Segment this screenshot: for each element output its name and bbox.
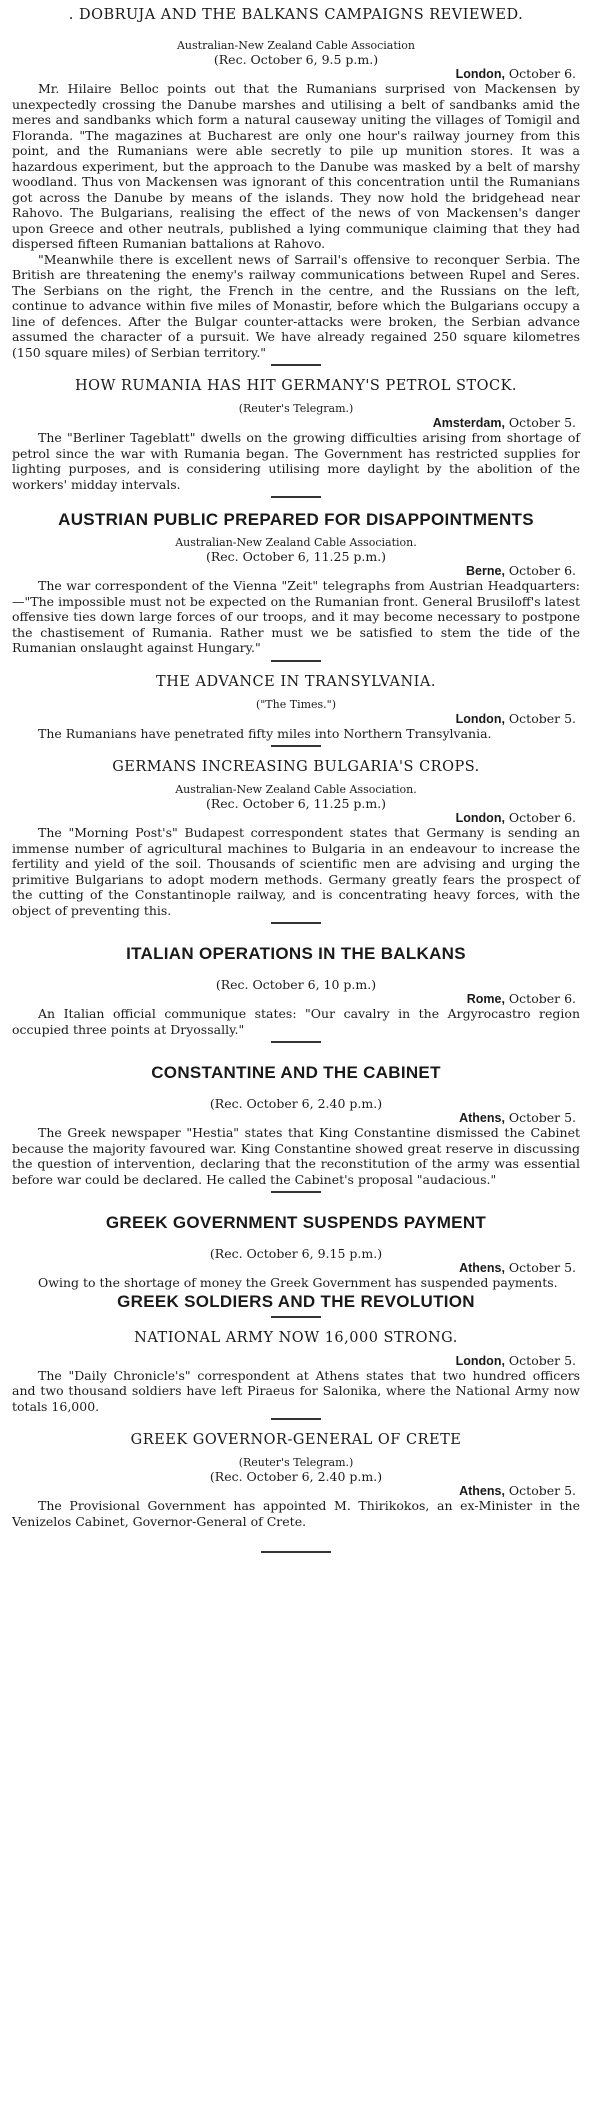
article-greek-soldiers — [12, 1291, 580, 1318]
article-constantine — [12, 1062, 580, 1193]
source-line: ("The Times.") — [255, 697, 337, 711]
dateline — [12, 67, 576, 81]
article-body — [12, 1498, 580, 1529]
received-line: (Rec. October 6, 10 p.m.) — [215, 977, 377, 992]
paragraph: The Rumanians have penetrated fifty miles into Northern Transylvania. — [38, 725, 492, 741]
dateline-date: October 6. — [508, 66, 576, 81]
article-national-army — [12, 1329, 580, 1421]
paragraph: The "Daily Chronicle's" correspondent at Athens states that two hundred officers and two thousand soldiers have left Piraeus for Salonika, where the National Army now totals 16,000. — [12, 1367, 580, 1414]
paragraph: The Greek newspaper "Hestia" states that King Constantine dismissed the Cabinet because the majority favoured war. King Constantine showed great reserve in discussing the question of intervention, declaring that the reconstitution of the army was essential before war could be declared. He called the Cabinet's proposal "audacious." — [12, 1125, 580, 1187]
paragraph: An Italian official communique states: "Our cavalry in the Argyrocastro region occupied three points at Dryossally." — [12, 1006, 580, 1037]
headline: GREEK GOVERNMENT SUSPENDS PAYMENT — [105, 1213, 487, 1232]
headline: THE ADVANCE IN TRANSYLVANIA. — [156, 673, 436, 690]
article-body — [12, 825, 580, 918]
dateline — [12, 992, 576, 1006]
article-greek-payment — [12, 1212, 580, 1291]
dateline — [12, 1111, 576, 1125]
dateline — [12, 1484, 576, 1498]
divider — [271, 496, 321, 498]
source-line: Australian-New Zealand Cable Association — [176, 39, 416, 52]
divider — [271, 1418, 321, 1420]
received-line: (Rec. October 6, 9.15 p.m.) — [209, 1246, 383, 1261]
article-crete — [12, 1431, 580, 1553]
paragraph: The war correspondent of the Vienna "Zeit" telegraphs from Austrian Headquarters:—"The impossible must not be expected on the Rumanian front. General Brusiloff's latest offensive ties down large forces of our troops, and it may become necessary to postpone the chastisement of Rumania. Rather must we be satisfied to stem the tide of the Rumanian onslaught against Hungary." — [12, 578, 580, 655]
headline: NATIONAL ARMY NOW 16,000 STRONG. — [134, 1329, 458, 1346]
divider — [271, 745, 321, 747]
dateline-place: Amsterdam, — [432, 416, 505, 430]
dateline — [12, 712, 576, 726]
received-line: (Rec. October 6, 11.25 p.m.) — [205, 549, 387, 564]
dateline-place: Athens, — [459, 1261, 505, 1275]
article-body — [12, 81, 580, 360]
dateline-date: October 5. — [508, 1352, 576, 1368]
headline: CONSTANTINE AND THE CABINET — [151, 1063, 441, 1082]
dateline-date: October 5. — [508, 415, 576, 430]
headline: . DOBRUJA AND THE BALKANS CAMPAIGNS REVIEWED. — [68, 7, 524, 23]
article-body — [12, 578, 580, 656]
dateline-place: London, — [455, 811, 505, 825]
dateline-place: Rome, — [466, 992, 505, 1006]
article-body — [12, 1275, 580, 1291]
received-line: (Rec. October 6, 11.25 p.m.) — [205, 796, 387, 811]
dateline-place: London, — [455, 1353, 505, 1368]
dateline — [12, 416, 576, 430]
dateline-date: October 5. — [508, 1260, 576, 1275]
article-body — [12, 726, 580, 742]
divider — [271, 1041, 321, 1043]
end-divider — [261, 1551, 331, 1553]
headline: HOW RUMANIA HAS HIT GERMANY'S PETROL STOCK. — [74, 378, 518, 394]
paragraph: The "Berliner Tageblatt" dwells on the growing difficulties arising from shortage of petrol since the war with Rumania began. The Government has restricted supplies for lighting purposes, and is considering utilising more daylight by the abolition of the workers' midday intervals. — [12, 430, 580, 492]
divider — [271, 1316, 321, 1318]
received-line: (Rec. October 6, 9.5 p.m.) — [213, 52, 379, 67]
article-bulgaria-crops — [12, 758, 580, 924]
headline: GREEK SOLDIERS AND THE REVOLUTION — [117, 1291, 475, 1311]
received-line: (Rec. October 6, 2.40 p.m.) — [209, 1469, 383, 1484]
dateline-date: October 6. — [508, 810, 576, 825]
dateline — [12, 1261, 576, 1275]
article-transylvania — [12, 673, 580, 748]
received-line: (Rec. October 6, 2.40 p.m.) — [209, 1096, 383, 1111]
dateline-place: Athens, — [459, 1111, 505, 1125]
headline: GREEK GOVERNOR-GENERAL OF CRETE — [130, 1432, 462, 1448]
divider — [271, 1191, 321, 1193]
dateline-date: October 5. — [508, 710, 576, 726]
source-line: (Reuter's Telegram.) — [238, 1456, 354, 1469]
divider — [271, 364, 321, 366]
paragraph: "Meanwhile there is excellent news of Sarrail's offensive to reconquer Serbia. The British are threatening the enemy's railway communications between Rupel and Seres. The Serbians on the right, the French in the centre, and the Russians on the left, continue to advance within five miles of Monastir, before which the Bulgarians occupy a line of defences. After the Bulgar counter-attacks were broken, the Serbian advance assumed the character of a pursuit. We have already regained 250 square kilometres (150 square miles) of Serbian territory." — [12, 251, 580, 360]
dateline-date: October 6. — [508, 563, 576, 578]
headline: ITALIAN OPERATIONS IN THE BALKANS — [126, 944, 466, 963]
headline: GERMANS INCREASING BULGARIA'S CROPS. — [112, 759, 480, 775]
article-petrol — [12, 377, 580, 498]
dateline-date: October 6. — [508, 991, 576, 1006]
divider — [271, 922, 321, 924]
article-austrian — [12, 509, 580, 662]
source-line: (Reuter's Telegram.) — [238, 402, 354, 415]
dateline-place: London, — [455, 711, 505, 726]
article-dobruja — [12, 6, 580, 366]
dateline-place: Athens, — [459, 1484, 505, 1498]
paragraph: Owing to the shortage of money the Greek Government has suspended payments. — [38, 1275, 558, 1290]
dateline-place: Berne, — [466, 564, 505, 578]
source-line: Australian-New Zealand Cable Association. — [175, 536, 417, 549]
article-body — [12, 1125, 580, 1187]
dateline — [12, 811, 576, 825]
dateline-date: October 5. — [508, 1483, 576, 1498]
dateline — [12, 1354, 576, 1368]
paragraph: Mr. Hilaire Belloc points out that the Rumanians surprised von Mackensen by unexpectedly crossing the Danube marshes and utilising a belt of sandbanks amid the meres and sandbanks which form a natural causeway uniting the villages of Tomigil and Floranda. "The magazines at Bucharest are only one hour's railway journey from this point, and the Rumanians were able secretly to pile up munition stores. It was a hazardous experiment, but the approach to the Danube was masked by a belt of marshy woodland. Thus von Mackensen was ignorant of this concentration until the Rumanians got across the Danube by means of the islands. They now hold the bridgehead near Rahovo. The Bulgarians, realising the effect of the news of von Mackensen's danger upon Greece and other neutrals, published a lying communique claiming that they had dispersed fifteen Rumanian battalions at Rahovo. — [12, 81, 580, 251]
dateline-place: London, — [455, 67, 505, 81]
article-body — [12, 1006, 580, 1037]
divider — [271, 660, 321, 662]
headline: AUSTRIAN PUBLIC PREPARED FOR DISAPPOINTMENTS — [58, 510, 534, 529]
article-italian — [12, 943, 580, 1043]
dateline — [12, 564, 576, 578]
article-body — [12, 430, 580, 492]
article-body — [12, 1368, 580, 1415]
paragraph: The Provisional Government has appointed M. Thirikokos, an ex-Minister in the Venizelos Cabinet, Governor-General of Crete. — [12, 1498, 580, 1529]
dateline-date: October 5. — [508, 1110, 576, 1125]
source-line: Australian-New Zealand Cable Association. — [175, 783, 417, 796]
paragraph: The "Morning Post's" Budapest correspondent states that Germany is sending an immense number of agricultural machines to Bulgaria in an endeavour to increase the fertility and yield of the soil. Thousands of scientific men are advising and urging the primitive Bulgarians to adopt modern methods. Germany greatly fears the prospect of the cutting of the Constantinople railway, and is concentrating heavy forces, with the object of preventing this. — [12, 825, 580, 918]
